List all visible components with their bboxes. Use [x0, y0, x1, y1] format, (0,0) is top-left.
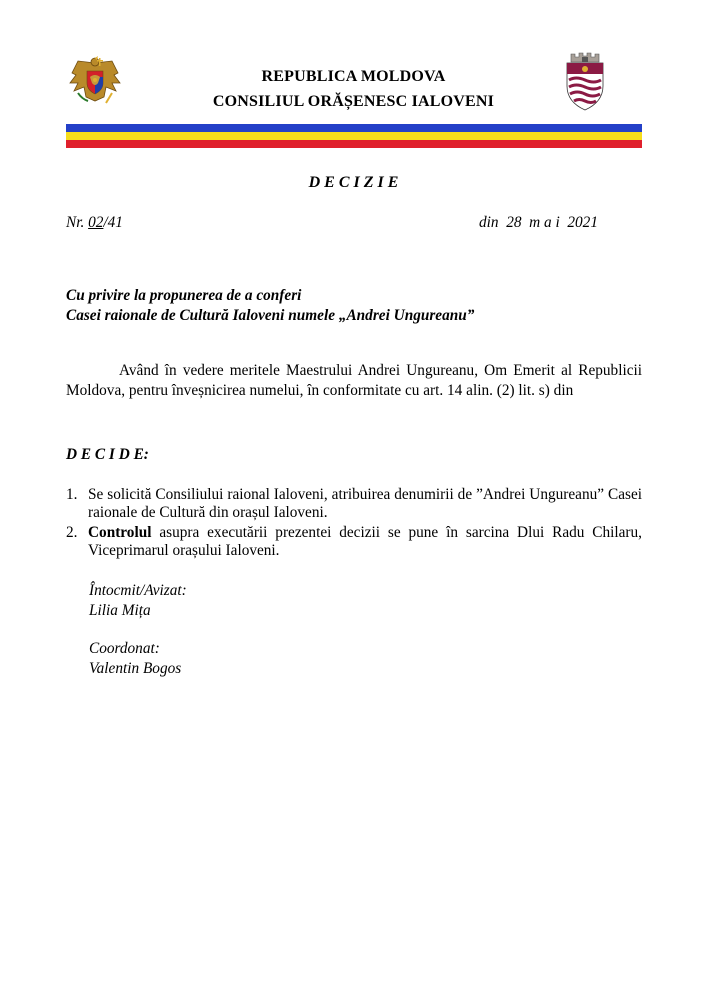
item-number: 2.	[66, 524, 78, 541]
decision-date: din 28 m a i 2021	[479, 214, 598, 231]
prepared-label: Întocmit/Avizat:	[89, 582, 187, 599]
body-paragraph: Având în vedere meritele Maestrului Andrei Ungureanu, Om Emerit al Republicii Moldova, pentru înveșnicirea numelui, în conformitate cu art. 14 alin. (2) lit. s) din	[66, 362, 642, 399]
item-number: 1.	[66, 486, 78, 503]
item-lead: Controlul	[88, 524, 152, 541]
coordinated-name: Valentin Bogos	[89, 660, 182, 677]
decide-heading: D E C I D E:	[66, 446, 149, 463]
nr-label: Nr.	[66, 214, 89, 231]
tricolor-band	[66, 124, 642, 148]
subject-line-1: Cu privire la propunerea de a conferi	[66, 287, 302, 304]
item-text: Se solicită Consiliului raional Ialoveni, atribuirea denumirii de ”Andrei Ungureanu” Casei raionale de Cultură din orașul Ialoveni.	[88, 486, 642, 521]
document-title: D E C I Z I E	[308, 174, 399, 191]
band-red	[66, 140, 642, 148]
header-council: CONSILIUL ORĂȘENESC IALOVENI	[212, 93, 495, 110]
band-yellow	[66, 132, 642, 140]
band-blue	[66, 124, 642, 132]
item-rest: asupra executării prezentei decizii se pune în sarcina Dlui Radu Chilaru, Viceprimarul orașului Ialoveni.	[88, 524, 642, 559]
decision-item-2	[66, 524, 642, 560]
nr-suffix: /41	[103, 214, 123, 231]
subject-line-2: Casei raionale de Cultură Ialoveni numele „Andrei Ungureanu”	[66, 307, 475, 324]
decision-item-1	[66, 486, 642, 522]
header-republic: REPUBLICA MOLDOVA	[261, 68, 446, 85]
nr-value: 02	[88, 214, 104, 231]
item-text	[88, 524, 642, 560]
coordinated-label: Coordonat:	[89, 640, 160, 657]
decision-number	[66, 214, 123, 232]
prepared-name: Lilia Mița	[89, 602, 151, 619]
